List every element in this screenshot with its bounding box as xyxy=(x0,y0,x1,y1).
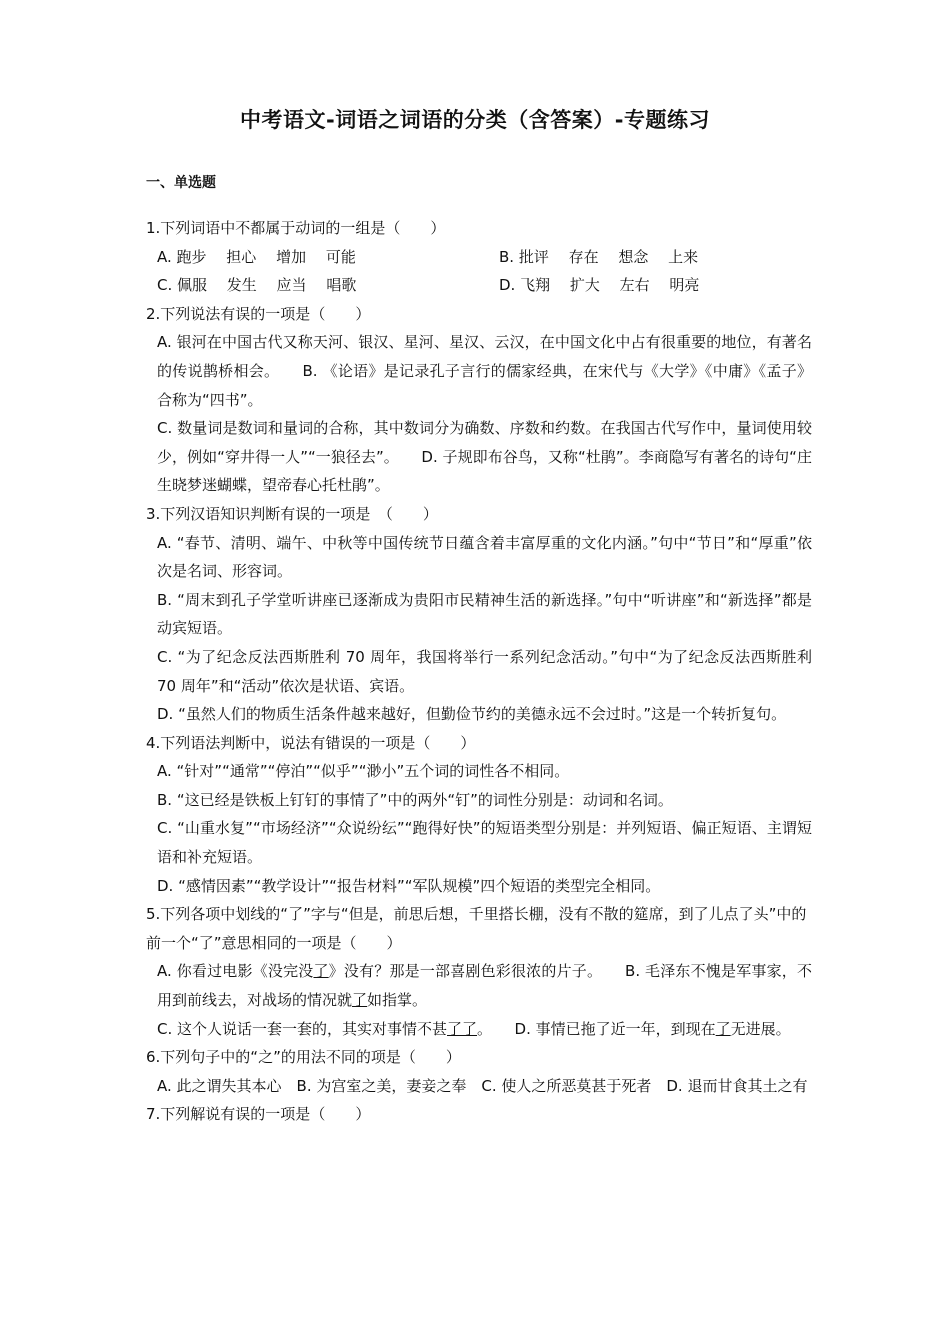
option-c: C. “山重水复”“市场经济”“众说纷纭”“跑得好快”的短语类型分别是：并列短语、偏正短语、主谓短语和补充短语。 xyxy=(157,819,812,867)
options-ab: A. 银河在中国古代又称天河、银汉、星河、星汉、云汉，在中国文化中占有很重要的地位，有著名的传说鹊桥相会。 B. 《论语》是记录孔子言行的儒家经典，在宋代与《大学》《中庸》《孟子》合称为“四书”。 xyxy=(157,333,812,409)
option-b-text-end: 如指掌。 xyxy=(367,991,428,1010)
document-title: 中考语文-词语之词语的分类（含答案）-专题练习 xyxy=(240,108,710,132)
question-3 xyxy=(146,500,812,729)
question-list xyxy=(146,214,812,1129)
options-cd xyxy=(146,1015,812,1044)
underlined-le: 了了 xyxy=(447,1019,478,1038)
option-d: D. “虽然人们的物质生活条件越来越好，但勤俭节约的美德永远不会过时。”这是一个转折复句。 xyxy=(157,705,787,724)
option-c: C. 佩服 发生 应当 唱歌 xyxy=(157,276,357,295)
question-stem: 6.下列句子中的“之”的用法不同的项是（ ） xyxy=(146,1048,461,1067)
question-stem: 5.下列各项中划线的“了”字与“但是，前思后想，千里搭长棚，没有不散的筵席，到了儿点了头”中的前一个“了”意思相同的一项是（ ） xyxy=(146,905,807,952)
option-d-text-end: 无进展。 xyxy=(730,1019,791,1038)
options-grid xyxy=(146,243,812,300)
option-b-text: B. 毛泽东不愧是军事家，不用到前线去，对战场的情况就 xyxy=(157,962,812,1010)
question-stem: 1.下列词语中不都属于动词的一组是（ ） xyxy=(146,219,446,237)
option-a: A. “春节、清明、端午、中秋等中国传统节日蕴含着丰富厚重的文化内涵。”句中“节日”和“厚重”依次是名词、形容词。 xyxy=(157,533,812,581)
question-stem: 4.下列语法判断中，说法有错误的一项是（ ） xyxy=(146,733,476,752)
question-7 xyxy=(146,1100,812,1129)
option-a-text-end: 》没有？那是一部喜剧色彩很浓的片子。 xyxy=(328,962,626,981)
question-stem: 3.下列汉语知识判断有误的一项是 （ ） xyxy=(146,504,438,523)
underlined-le: 了 xyxy=(715,1019,731,1038)
option-d: D. 飞翔 扩大 左右 明亮 xyxy=(499,276,700,295)
option-b: B. 批评 存在 想念 上来 xyxy=(499,247,699,266)
underlined-le: 了 xyxy=(352,991,368,1010)
options-cd: C. 数量词是数词和量词的合称，其中数词分为确数、序数和约数。在我国古代写作中，量词使用较少，例如“穿井得一人”“一狼径去”。 D. 子规即布谷鸟，又称“杜鹃”。李商隐写有著名的诗句“庄生晓梦迷蝴蝶，望帝春心托杜鹃”。 xyxy=(157,419,812,495)
question-6 xyxy=(146,1043,812,1100)
option-b: B. “这已经是铁板上钉钉的事情了”中的两外“钉”的词性分别是：动词和名词。 xyxy=(157,790,673,809)
question-stem: 2.下列说法有误的一项是（ ） xyxy=(146,304,371,323)
question-5 xyxy=(146,900,812,1043)
options-abcd: A. 此之谓失其本心 B. 为宫室之美，妻妾之奉 C. 使人之所恶莫甚于死者 D. 退而甘食其土之有 xyxy=(157,1076,808,1095)
question-4 xyxy=(146,729,812,901)
section-heading: 一、单选题 xyxy=(146,175,216,191)
underlined-le: 了 xyxy=(313,962,329,981)
options-ab xyxy=(146,957,812,1014)
option-a: A. “针对”“通常”“停泊”“似乎”“渺小”五个词的词性各不相同。 xyxy=(157,762,570,781)
option-b: B. “周末到孔子学堂听讲座已逐渐成为贵阳市民精神生活的新选择。”句中“听讲座”和“新选择”都是动宾短语。 xyxy=(157,590,812,638)
option-a: A. 跑步 担心 增加 可能 xyxy=(157,247,356,266)
option-c: C. “为了纪念反法西斯胜利 70 周年，我国将举行一系列纪念活动。”句中“为了纪念反法西斯胜利 70 周年”和“活动”依次是状语、宾语。 xyxy=(157,647,812,695)
option-d-text: D. 事情已拖了近一年，到现在 xyxy=(514,1019,716,1038)
question-1 xyxy=(146,214,812,300)
question-2 xyxy=(146,300,812,500)
option-d: D. “感情因素”“教学设计”“报告材料”“军队规模”四个短语的类型完全相同。 xyxy=(157,876,661,895)
question-stem: 7.下列解说有误的一项是（ ） xyxy=(146,1105,371,1124)
option-a-text: A. 你看过电影《没完没 xyxy=(157,962,314,981)
option-c-text-end: 。 xyxy=(477,1019,515,1038)
option-c-text: C. 这个人说话一套一套的，其实对事情不甚 xyxy=(157,1019,448,1038)
